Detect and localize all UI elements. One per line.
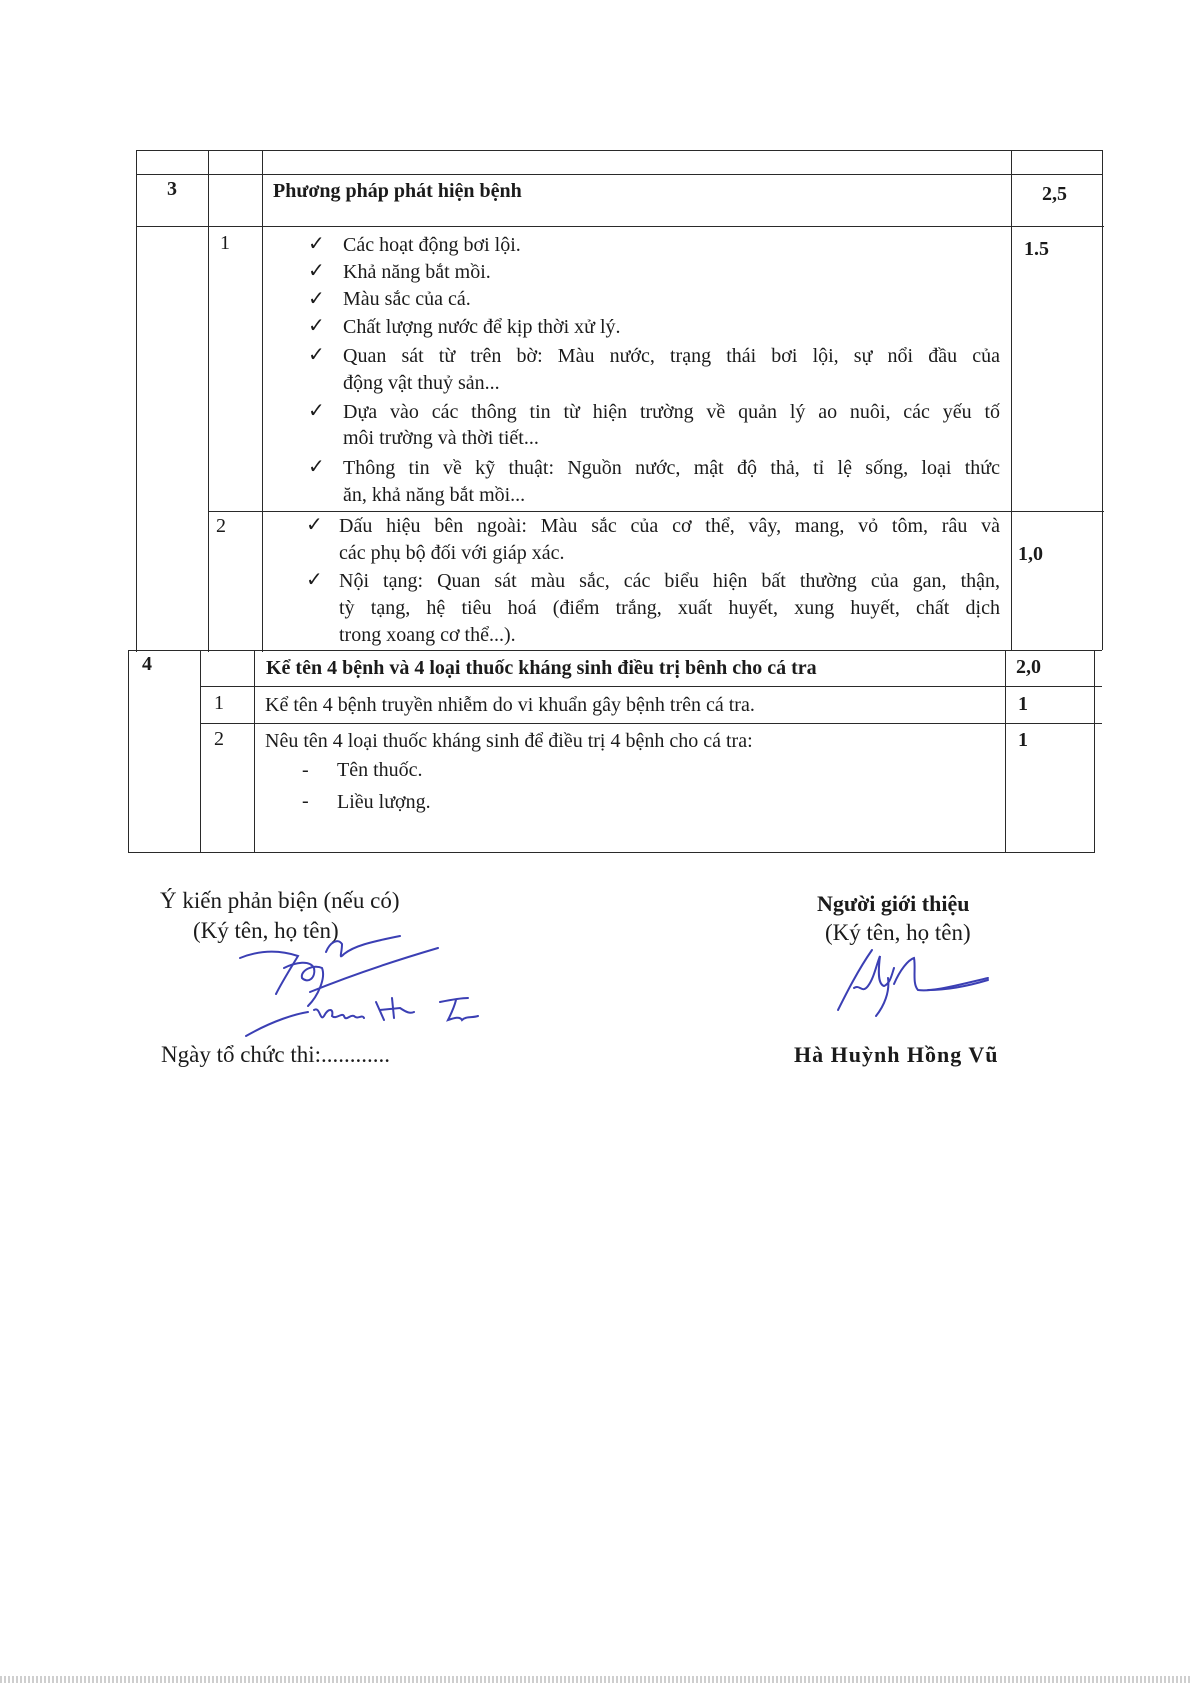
list-item-continuation: môi trường và thời tiết... <box>343 427 539 449</box>
list-item: Dấu hiệu bên ngoài: Màu sắc của cơ thể, vây, mang, vỏ tôm, râu và <box>339 515 1000 537</box>
check-icon: ✓ <box>308 233 325 255</box>
list-item-continuation: động vật thuỷ sản... <box>343 372 500 394</box>
q3-title: Phương pháp phát hiện bệnh <box>273 180 522 202</box>
list-item: Dựa vào các thông tin từ hiện trường về quản lý ao nuôi, các yếu tố <box>343 401 1000 423</box>
q3-sub1-number: 1 <box>220 232 230 254</box>
q4-title: Kể tên 4 bệnh và 4 loại thuốc kháng sinh điều trị bênh cho cá tra <box>266 657 817 679</box>
q3-score: 2,5 <box>1042 183 1067 205</box>
list-item-continuation: ăn, khả năng bắt mồi... <box>343 484 526 506</box>
list-item-continuation: các phụ bộ đối với giáp xác. <box>339 542 565 564</box>
check-icon: ✓ <box>306 569 323 591</box>
check-icon: ✓ <box>308 400 325 422</box>
list-item: Các hoạt động bơi lội. <box>343 234 521 256</box>
list-item-continuation: tỳ tạng, hệ tiêu hoá (điểm trắng, xuất huyết, xung huyết, chất dịch <box>339 597 1000 619</box>
q4-sub2-score: 1 <box>1018 729 1028 751</box>
list-item: Chất lượng nước để kịp thời xử lý. <box>343 316 621 338</box>
list-item: Tên thuốc. <box>337 759 423 781</box>
list-item: Nội tạng: Quan sát màu sắc, các biểu hiện bất thường của gan, thận, <box>339 570 1000 592</box>
list-item: Khả năng bắt mồi. <box>343 261 491 283</box>
check-icon: ✓ <box>308 456 325 478</box>
q4-number: 4 <box>142 653 152 675</box>
list-item: Thông tin về kỹ thuật: Nguồn nước, mật độ thả, tỉ lệ sống, loại thức <box>343 457 1000 479</box>
reviewer-title: Ý kiến phản biện (nếu có) <box>160 888 400 913</box>
check-icon: ✓ <box>308 315 325 337</box>
list-item: Quan sát từ trên bờ: Màu nước, trạng thái bơi lội, sự nổi đầu của <box>343 345 1000 367</box>
q3-number: 3 <box>167 178 177 200</box>
q4-score: 2,0 <box>1016 656 1041 678</box>
list-item: Liều lượng. <box>337 791 431 813</box>
list-item: Màu sắc của cá. <box>343 288 471 310</box>
check-icon: ✓ <box>308 260 325 282</box>
presenter-name: Hà Huỳnh Hồng Vũ <box>794 1042 999 1067</box>
reviewer-subtitle: (Ký tên, họ tên) <box>193 918 339 943</box>
check-icon: ✓ <box>308 344 325 366</box>
list-item-continuation: trong xoang cơ thể...). <box>339 624 516 646</box>
scan-edge-artifact <box>0 1676 1191 1683</box>
presenter-signature <box>828 944 1008 1024</box>
q4-sub1-text: Kể tên 4 bệnh truyền nhiễm do vi khuẩn gây bệnh trên cá tra. <box>265 694 755 716</box>
exam-date-label: Ngày tổ chức thi:............ <box>161 1042 391 1067</box>
presenter-title: Người giới thiệu <box>817 891 970 916</box>
dash-bullet: - <box>302 790 309 812</box>
q3-sub2-score: 1,0 <box>1018 543 1043 565</box>
q4-sub1-score: 1 <box>1018 693 1028 715</box>
q3-sub2-number: 2 <box>216 515 226 537</box>
reviewer-signature <box>234 932 544 1052</box>
q4-sub2-text: Nêu tên 4 loại thuốc kháng sinh để điều trị 4 bệnh cho cá tra: <box>265 730 753 752</box>
q4-sub2-number: 2 <box>214 728 224 750</box>
dash-bullet: - <box>302 759 309 781</box>
presenter-subtitle: (Ký tên, họ tên) <box>825 920 971 945</box>
check-icon: ✓ <box>308 288 325 310</box>
q3-sub1-score: 1.5 <box>1024 238 1049 260</box>
q4-sub1-number: 1 <box>214 692 224 714</box>
check-icon: ✓ <box>306 514 323 536</box>
